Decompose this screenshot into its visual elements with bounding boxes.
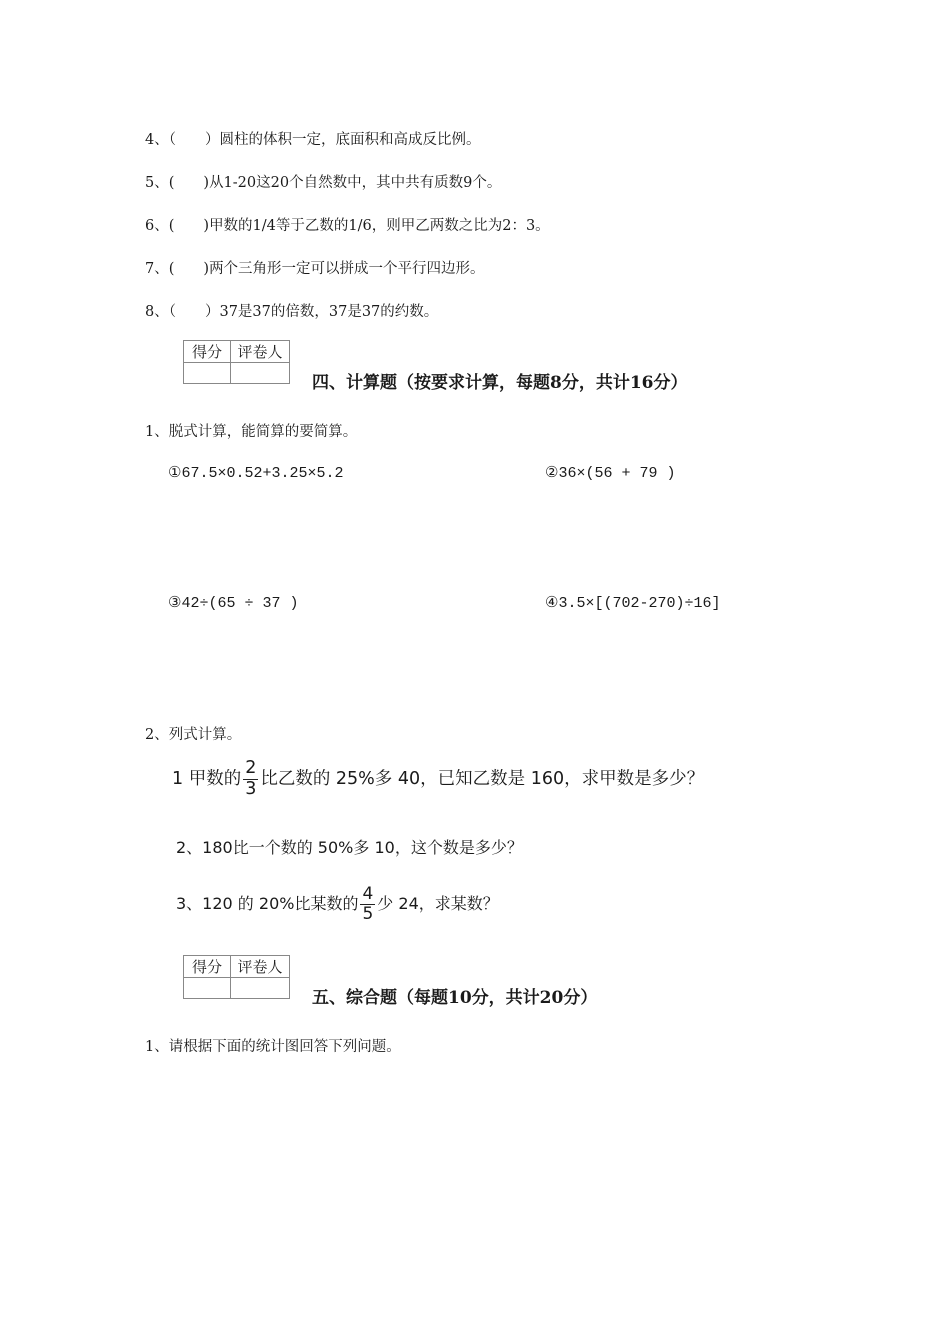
score-box (183, 340, 290, 384)
item-text: 从1-20这20个自然数中，其中共有质数9个。 (209, 175, 502, 191)
item-text: 两个三角形一定可以拼成一个平行四边形。 (209, 261, 485, 277)
problem-text: 少 24，求某数？ (377, 894, 499, 913)
grader-label: 评卷人 (231, 956, 290, 978)
expression-4: ④3.5×[(702-270)÷16] (545, 595, 721, 612)
fraction (360, 886, 375, 923)
question-title: 1、请根据下面的统计图回答下列问题。 (145, 1039, 401, 1055)
judgement-item-6 (145, 214, 550, 235)
score-label: 得分 (184, 956, 231, 978)
problem-text: 1 甲数的 (172, 769, 242, 789)
item-text: 甲数的1/4等于乙数的1/6，则甲乙两数之比为2：3。 (209, 218, 550, 234)
expression-1: ①67.5×0.52+3.25×5.2 (168, 465, 344, 482)
word-problem-2: 2、180比一个数的 50%多 10，这个数是多少？ (176, 838, 523, 857)
judgement-item-5 (145, 171, 501, 192)
grader-cell[interactable] (231, 978, 290, 999)
section-title: 五、综合题（每题10分，共计20分） (312, 988, 598, 1008)
answer-blank[interactable]: ( ) (168, 175, 210, 191)
item-text: 37是37的倍数，37是37的约数。 (219, 304, 439, 320)
item-number: 4、 (145, 132, 169, 148)
problem-text: 3、120 的 20%比某数的 (176, 894, 359, 913)
numerator: 4 (362, 884, 374, 904)
item-number: 6、 (145, 218, 169, 234)
answer-blank[interactable]: （ ） (168, 304, 220, 320)
word-problem-1 (172, 760, 704, 798)
answer-blank[interactable]: ( ) (168, 261, 210, 277)
judgement-item-4 (145, 128, 480, 149)
denominator: 5 (362, 904, 374, 924)
answer-blank[interactable]: ( ) (168, 218, 210, 234)
item-number: 8、 (145, 304, 169, 320)
question-title: 2、列式计算。 (145, 727, 242, 743)
score-cell[interactable] (184, 363, 231, 384)
score-label: 得分 (184, 341, 231, 363)
item-number: 7、 (145, 261, 169, 277)
judgement-item-8 (145, 300, 438, 321)
numerator: 2 (245, 758, 257, 778)
judgement-item-7 (145, 257, 485, 278)
denominator: 3 (245, 778, 257, 799)
item-number: 5、 (145, 175, 169, 191)
item-text: 圆柱的体积一定，底面积和高成反比例。 (219, 132, 481, 148)
problem-text: 比乙数的 25%多 40，已知乙数是 160，求甲数是多少？ (260, 769, 705, 789)
grader-cell[interactable] (231, 363, 290, 384)
word-problem-3 (176, 886, 499, 923)
score-cell[interactable] (184, 978, 231, 999)
question-title: 1、脱式计算，能简算的要简算。 (145, 424, 358, 440)
fraction (243, 760, 258, 798)
score-box (183, 955, 290, 999)
section-title: 四、计算题（按要求计算，每题8分，共计16分） (312, 373, 688, 393)
expression-3: ③42÷(65 ÷ 37 ) (168, 595, 299, 612)
expression-2: ②36×(56 + 79 ) (545, 465, 676, 482)
answer-blank[interactable]: （ ） (168, 132, 220, 148)
grader-label: 评卷人 (231, 341, 290, 363)
